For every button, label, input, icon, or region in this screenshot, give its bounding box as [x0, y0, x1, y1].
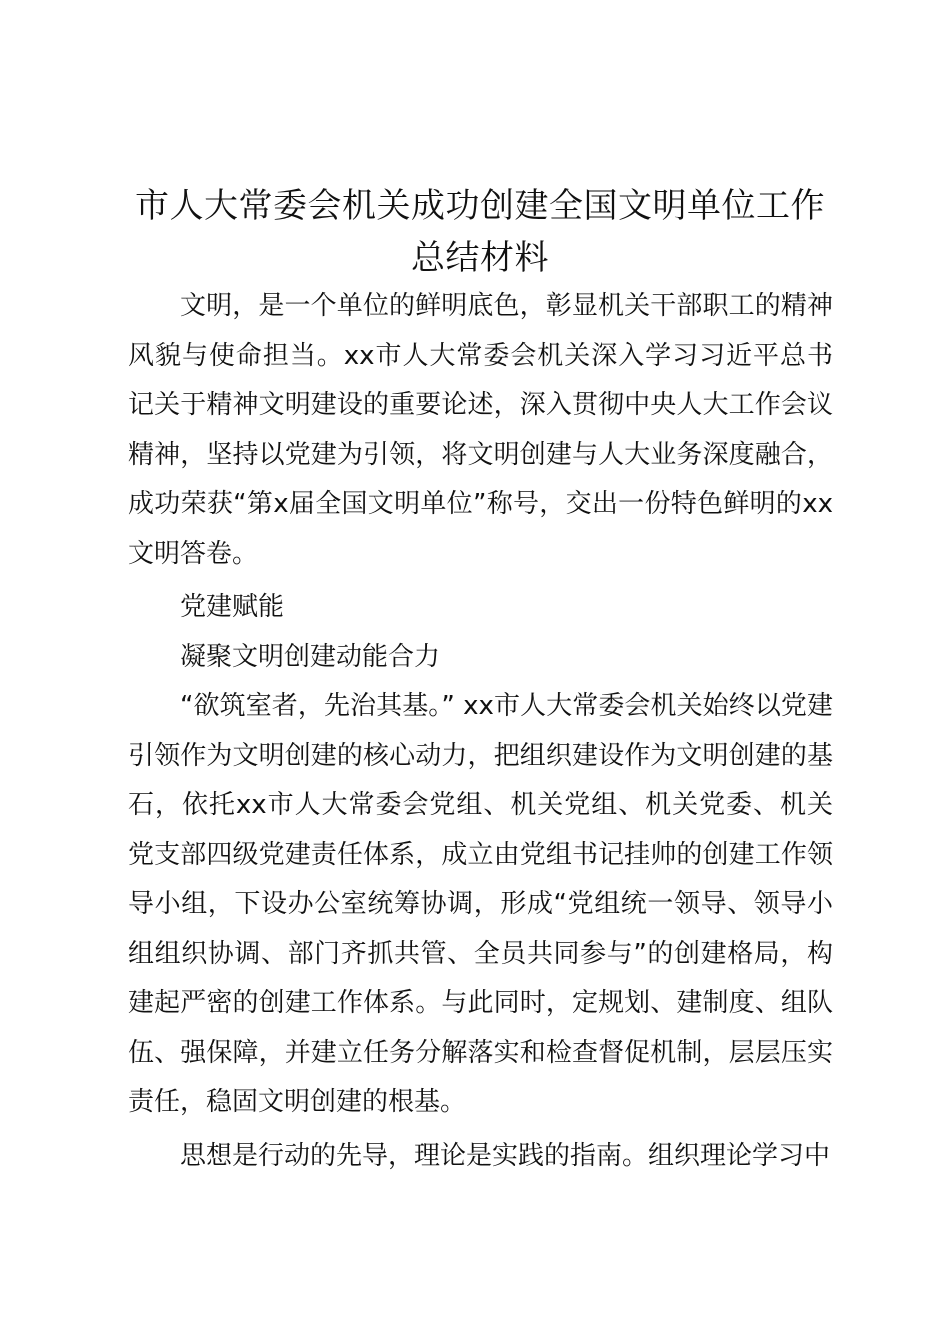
- document-title: 市人大常委会机关成功创建全国文明单位工作总结材料: [135, 186, 825, 278]
- paragraph-party-building: “欲筑室者，先治其基。” xx市人大常委会机关始终以党建引领作为文明创建的核心动力，把组织建设作为文明创建的基石，依托xx市人大常委会党组、机关党组、机关党委、机关党支部四级党建责任体系，成立由党组书记挂帅的创建工作领导小组，下设办公室统筹协调，形成“党组统一领导、领导小组组织协调、部门齐抓共管、全员共同参与”的创建格局，构建起严密的创建工作体系。与此同时，定规划、建制度、组队伍、强保障，并建立任务分解落实和检查督促机制，层层压实责任，稳固文明创建的根基。: [128, 691, 833, 1117]
- document-body: [128, 282, 833, 1181]
- paragraph-theory-study: 思想是行动的先导，理论是实践的指南。组织理论学习中: [180, 1140, 831, 1171]
- paragraph-intro: 文明，是一个单位的鲜明底色，彰显机关干部职工的精神风貌与使命担当。xx市人大常委会机关深入学习习近平总书记关于精神文明建设的重要论述，深入贯彻中央人大工作会议精神，坚持以党建为引领，将文明创建与人大业务深度融合，成功荣获“第x届全国文明单位”称号，交出一份特色鲜明的xx文明答卷。: [128, 291, 833, 569]
- section-subheading: 凝聚文明创建动能合力: [180, 641, 441, 672]
- section-heading: 党建赋能: [180, 592, 285, 622]
